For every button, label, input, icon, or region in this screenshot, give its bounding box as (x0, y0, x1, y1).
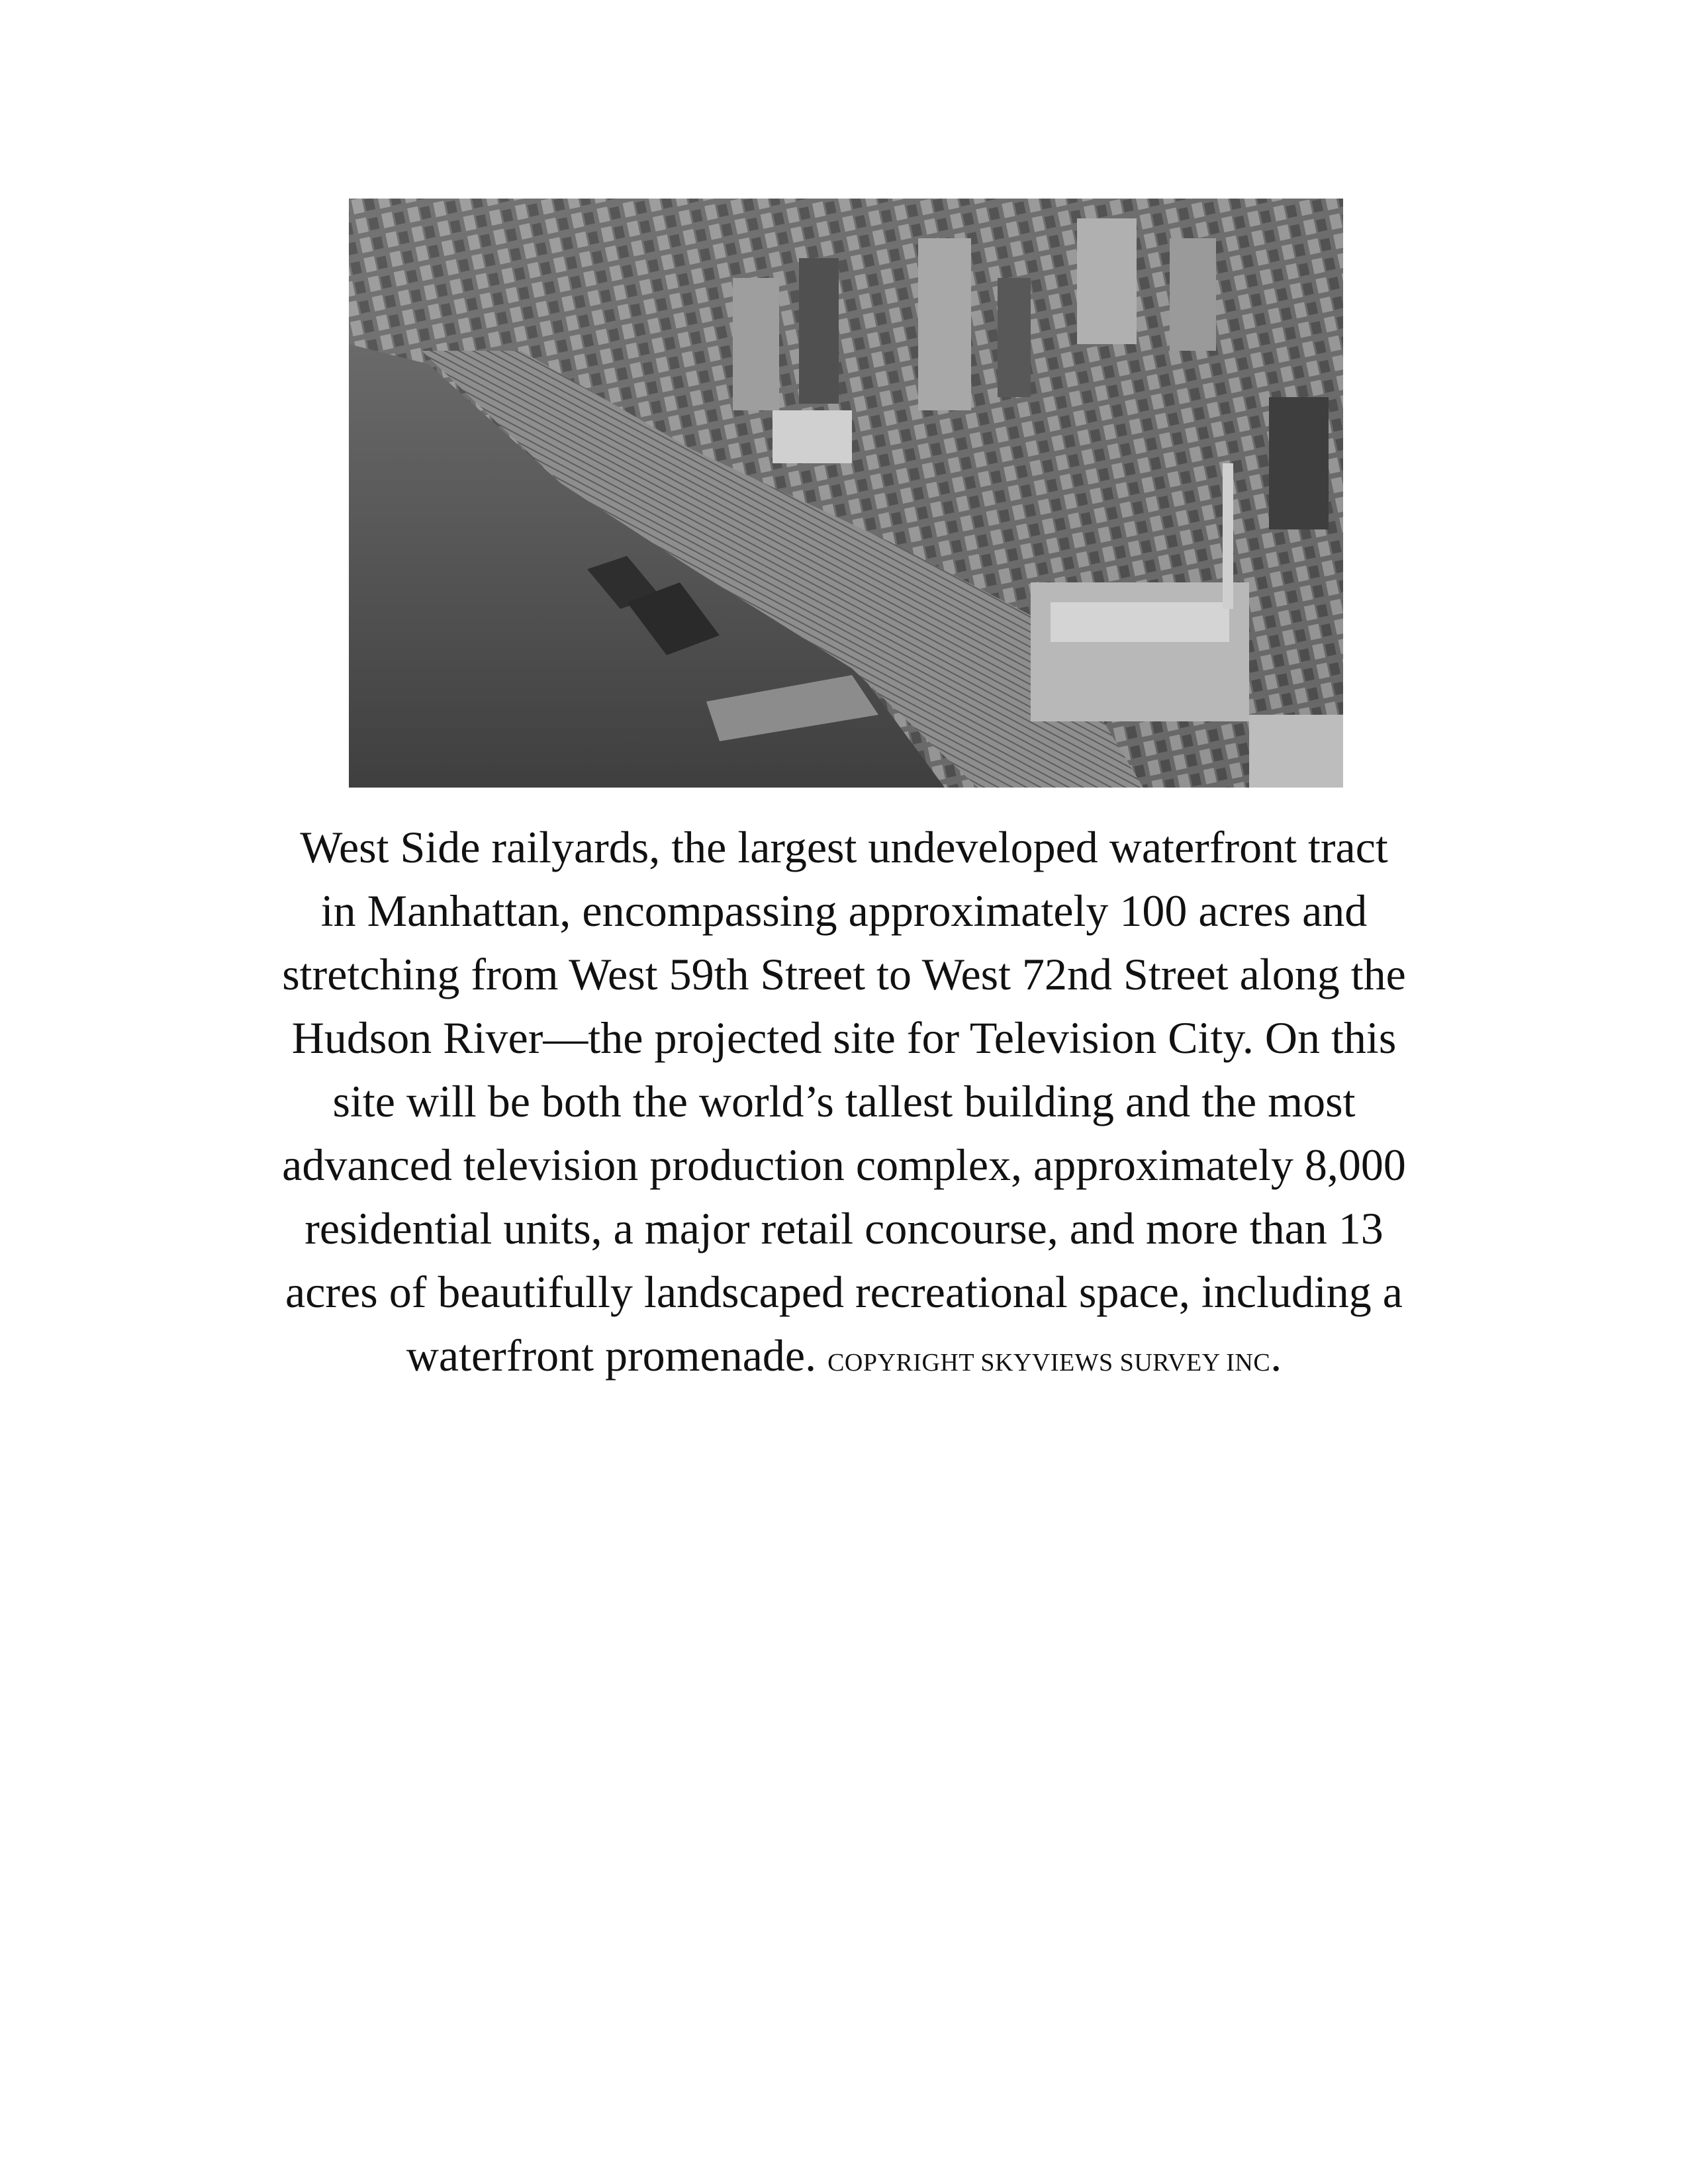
caption-line: site will be both the world’s tallest building and the most (332, 1076, 1356, 1126)
caption-line: stretching from West 59th Street to West 72nd Street along the (282, 949, 1406, 999)
caption-end-punct: . (1270, 1330, 1282, 1381)
caption-line: West Side railyards, the largest undeveloped waterfront tract (300, 822, 1388, 872)
caption-last-line (179, 1324, 1509, 1394)
aerial-photo-graphic (349, 199, 1343, 788)
caption-line: waterfront promenade. (406, 1330, 828, 1381)
caption-line: Hudson River—the projected site for Television City. On this (291, 1013, 1397, 1063)
caption-line: residential units, a major retail concourse, and more than 13 (305, 1203, 1383, 1253)
photo-credit: COPYRIGHT SKYVIEWS SURVEY INC (827, 1349, 1271, 1377)
caption-line: advanced television production complex, approximately 8,000 (282, 1140, 1406, 1190)
caption-line: acres of beautifully landscaped recreational space, including a (285, 1267, 1403, 1317)
caption-line: in Manhattan, encompassing approximately 100 acres and (320, 886, 1368, 936)
aerial-photo (349, 199, 1343, 788)
figure-caption (179, 815, 1509, 1394)
